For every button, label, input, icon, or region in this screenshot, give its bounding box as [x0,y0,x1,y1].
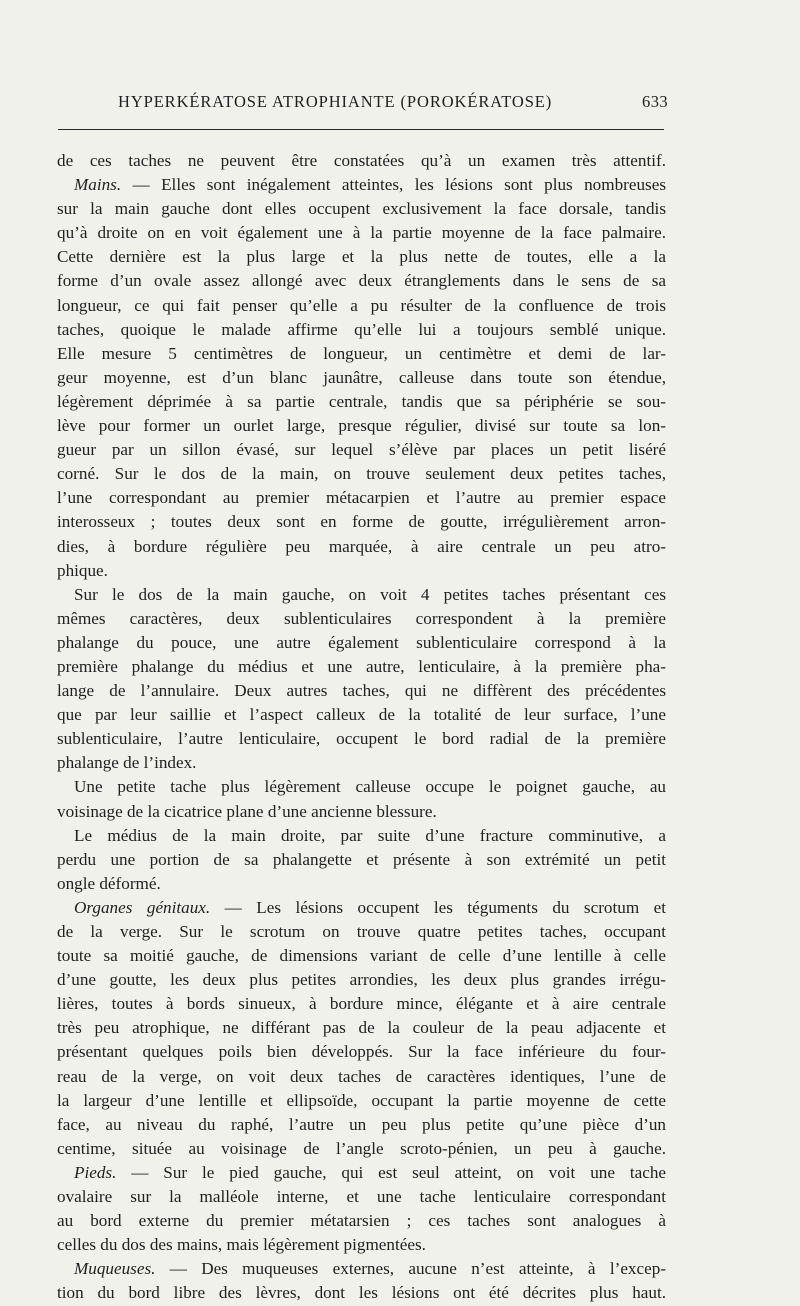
header-rule [58,129,664,130]
line-text: que par leur saillie et l’aspect calleux de la totalité de leur surface, l’une [57,705,666,725]
line-text: mêmes caractères, deux sublenticulaires correspondent à la première [57,608,666,628]
line-text: voisinage de la cicatrice plane d’une ancienne blessure. [57,801,437,821]
line-text: celles du dos des mains, mais légèrement pigmentées. [57,1235,426,1255]
line-text: première phalange du médius et une autre, lenticulaire, à la première pha- [57,656,666,676]
line-text: — Des muqueuses externes, aucune n’est atteinte, à l’excep- [155,1259,666,1279]
text-line [57,896,666,920]
line-text: toute sa moitié gauche, de dimensions variant de celle d’une lentille à celle [57,946,666,966]
line-text: Sur le dos de la main gauche, on voit 4 petites taches présentant ces [74,584,666,604]
line-text: taches, quoique le malade affirme qu’elle lui a toujours semblé unique. [57,319,666,339]
section-label: Muqueuses. [74,1259,156,1279]
line-text: phique. [57,560,108,580]
text-line [57,318,666,342]
text-line [57,1161,666,1185]
text-line [57,438,666,462]
text-line [57,968,666,992]
text-line [57,1016,666,1040]
text-line [57,1185,666,1209]
line-text: phalange du pouce, une autre également sublenticulaire correspond à la [57,632,666,652]
page-number: 633 [642,92,668,111]
text-line [57,1089,666,1113]
text-line [57,872,666,896]
text-line [57,197,666,221]
line-text: lange de l’annulaire. Deux autres taches, qui ne diffèrent des précédentes [57,681,666,701]
line-text: phalange de l’index. [57,753,197,773]
text-line [57,751,666,775]
text-line [57,679,666,703]
text-line [57,269,666,293]
text-line [57,775,666,799]
text-line [57,1281,666,1305]
line-text: interosseux ; toutes deux sont en forme de goutte, irrégulièrement arron- [57,512,666,532]
running-head: HYPERKÉRATOSE ATROPHIANTE (POROKÉRATOSE) [118,92,553,111]
line-text: Une petite tache plus légèrement calleuse occupe le poignet gauche, au [74,777,666,797]
line-text: geur moyenne, est d’un blanc jaunâtre, calleuse dans toute son étendue, [57,367,666,387]
text-line [57,342,666,366]
body-text [57,149,666,1306]
text-line [57,486,666,510]
line-text: présentant quelques poils bien développés. Sur la face inférieure du four- [57,1042,666,1062]
text-line [57,703,666,727]
line-text: lève pour former un ourlet large, presque régulier, divisé sur toute sa lon- [57,416,666,436]
text-line [57,727,666,751]
text-line [57,848,666,872]
line-text: ongle déformé. [57,873,161,893]
line-text: de ces taches ne peuvent être constatées qu’à un examen très attentif. [57,151,666,170]
text-line [57,173,666,197]
text-line [57,149,666,173]
text-line [57,221,666,245]
line-text: — Sur le pied gauche, qui est seul atteint, on voit une tache [116,1162,666,1182]
text-line [57,462,666,486]
line-text: longueur, ce qui fait penser qu’elle a pu résulter de la confluence de trois [57,295,666,315]
section-label: Pieds. [74,1162,117,1182]
line-text: ovalaire sur la malléole interne, et une tache lenticulaire correspondant [57,1187,666,1207]
text-line [57,510,666,534]
text-line [57,1137,666,1161]
text-line [57,535,666,559]
text-line [57,824,666,848]
line-text: dies, à bordure régulière peu marquée, à aire centrale un peu atro- [57,536,666,556]
text-line [57,631,666,655]
text-line [57,1040,666,1064]
line-text: Cette dernière est la plus large et la plus nette de toutes, elle a la [57,247,666,267]
line-text: forme d’un ovale assez allongé avec deux étranglements dans le sens de sa [57,271,666,291]
text-line [57,1065,666,1089]
text-line [57,944,666,968]
line-text: perdu une portion de sa phalangette et présente à son extrémité un petit [57,849,666,869]
text-line [57,583,666,607]
line-text: l’une correspondant au premier métacarpien et l’autre au premier espace [57,488,666,508]
text-line [57,1209,666,1233]
text-line [57,294,666,318]
section-label: Mains. [74,175,122,195]
line-text: corné. Sur le dos de la main, on trouve seulement deux petites taches, [57,464,666,484]
text-line [57,245,666,269]
line-text: sublenticulaire, l’autre lenticulaire, occupent le bord radial de la première [57,729,666,749]
text-line [57,390,666,414]
text-line [57,366,666,390]
line-text: — Les lésions occupent les téguments du scrotum et [210,897,666,917]
text-line [57,414,666,438]
text-line [57,1233,666,1257]
text-line [57,607,666,631]
line-text: sur la main gauche dont elles occupent exclusivement la face dorsale, tandis [57,199,666,219]
section-label: Organes génitaux. [74,897,211,917]
line-text: centime, située au voisinage de l’angle scroto-pénien, un peu à gauche. [57,1138,666,1158]
line-text: reau de la verge, on voit deux taches de caractères identiques, l’une de [57,1066,666,1086]
line-text: de la verge. Sur le scrotum on trouve quatre petites taches, occupant [57,922,666,941]
text-line [57,1257,666,1281]
line-text: gueur par un sillon évasé, sur lequel s’élève par places un petit liséré [57,440,666,460]
line-text: Elle mesure 5 centimètres de longueur, un centimètre et demi de lar- [57,343,666,363]
line-text: tion du bord libre des lèvres, dont les lésions ont été décrites plus haut. [57,1283,666,1303]
line-text: lières, toutes à bords sinueux, à bordure mince, élégante et à aire centrale [57,994,666,1014]
text-line [57,992,666,1016]
line-text: face, au niveau du raphé, l’autre un peu plus petite qu’une pièce d’un [57,1114,666,1134]
line-text: Le médius de la main droite, par suite d’une fracture comminutive, a [74,825,666,845]
text-line [57,655,666,679]
text-line [57,800,666,824]
line-text: d’une goutte, les deux plus petites arrondies, les deux plus grandes irrégu- [57,970,666,990]
text-line [57,1113,666,1137]
text-line [57,920,666,944]
line-text: au bord externe du premier métatarsien ; ces taches sont analogues à [57,1211,666,1231]
text-line [57,559,666,583]
line-text: la largeur d’une lentille et ellipsoïde, occupant la partie moyenne de cette [57,1090,666,1110]
line-text: qu’à droite on en voit également une à la partie moyenne de la face palmaire. [57,223,666,243]
line-text: — Elles sont inégalement atteintes, les lésions sont plus nombreuses [121,175,666,195]
line-text: légèrement déprimée à sa partie centrale, tandis que sa périphérie se sou- [57,391,666,411]
line-text: très peu atrophique, ne différant pas de la couleur de la peau adjacente et [57,1018,666,1038]
